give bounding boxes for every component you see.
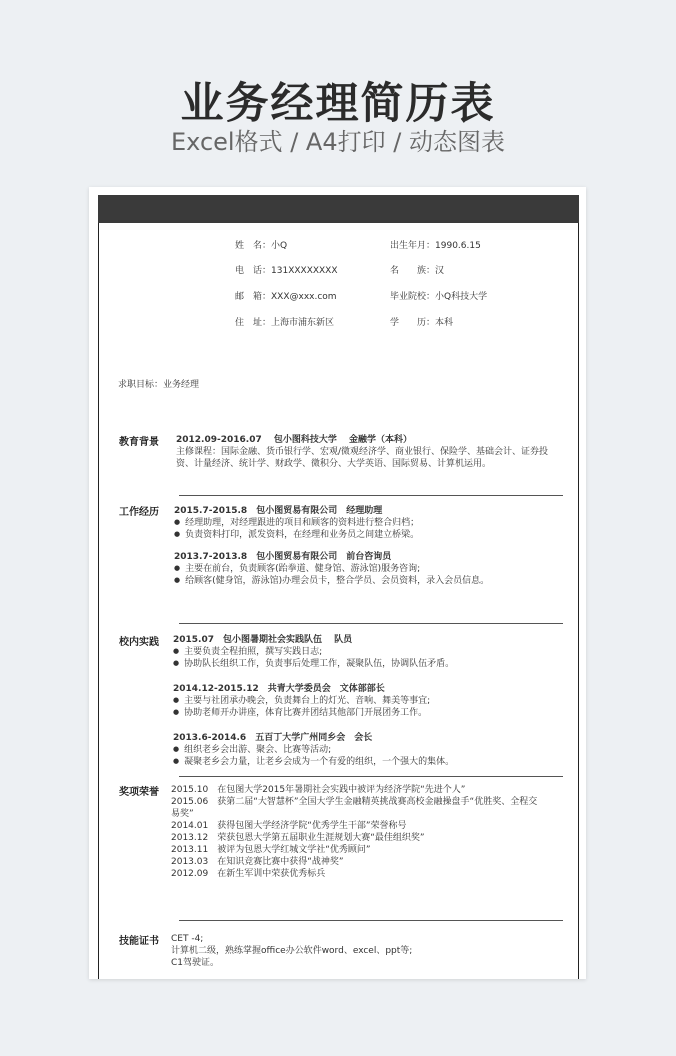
education-heading: 2012.09-2016.07 包小图科技大学 金融学（本科） xyxy=(176,435,412,445)
list-item: ● 凝聚老乡会力量，让老乡会成为一个有爱的组织，一个强大的集体。 xyxy=(173,756,454,768)
degree-field xyxy=(390,315,453,328)
education-courses-line-1: 主修课程：国际金融、货币银行学、宏观/微观经济学、商业银行、保险学、基础会计、证券投 xyxy=(176,447,549,457)
page-title: 业务经理简历表 xyxy=(180,79,496,129)
list-item: C1驾驶证。 xyxy=(171,958,220,968)
work-bullets-2 xyxy=(174,563,489,587)
list-item: 2012.09 在新生军训中荣获优秀标兵 xyxy=(171,869,326,879)
work-heading-1: 2015.7-2015.8 包小图贸易有限公司 经理助理 xyxy=(174,506,383,516)
list-item: 2015.10 在包图大学2015年暑期社会实践中被评为经济学院“先进个人” xyxy=(171,785,466,795)
practice-bullets-3 xyxy=(173,744,454,768)
practice-heading-1: 2015.07 包小图暑期社会实践队伍 队员 xyxy=(173,635,353,645)
job-objective: 求职目标：业务经理 xyxy=(118,380,200,390)
work-heading-2: 2013.7-2013.8 包小图贸易有限公司 前台咨询员 xyxy=(174,552,392,562)
list-item: ● 给顾客(健身馆，游泳馆)办理会员卡，整合学员、会员资料，录入会员信息。 xyxy=(174,575,489,587)
list-item: CET -4; xyxy=(171,934,204,944)
skills-list xyxy=(171,933,412,969)
practice-heading-2: 2014.12-2015.12 共青大学委员会 文体部部长 xyxy=(173,684,385,694)
list-item: 2015.06 获第二届“大智慧杯”全国大学生金融精英挑战赛高校金融操盘手“优胜奖、全程交 xyxy=(171,797,538,807)
address-label: 住 址： xyxy=(235,318,272,328)
honors-list xyxy=(171,784,537,880)
page-subtitle: Excel格式 / A4打印 / 动态图表 xyxy=(171,128,505,156)
list-item: 计算机二级，熟练掌握office办公软件word、excel、ppt等; xyxy=(171,946,413,956)
skills-section-label: 技能证书 xyxy=(119,936,159,947)
list-item: ● 主要与社团承办晚会，负责舞台上的灯光、音响、舞美等事宜; xyxy=(173,695,430,707)
school-value: 小Q科技大学 xyxy=(435,292,488,302)
list-item: 2013.03 在知识竞赛比赛中获得“战神奖” xyxy=(171,857,344,867)
work-bullets-1 xyxy=(174,517,419,541)
work-section-label: 工作经历 xyxy=(119,507,159,518)
honors-section-label: 奖项荣誉 xyxy=(119,787,159,798)
phone-field xyxy=(235,263,338,276)
name-label: 姓 名： xyxy=(235,241,272,251)
ethnicity-label: 名 族： xyxy=(390,266,436,276)
address-field xyxy=(235,315,334,328)
phone-value: 131XXXXXXXX xyxy=(271,266,338,276)
email-field xyxy=(235,289,337,302)
section-divider xyxy=(179,776,563,777)
school-field xyxy=(390,289,487,302)
section-divider xyxy=(179,920,563,921)
practice-heading-3: 2013.6-2014.6 五百丁大学广州同乡会 会长 xyxy=(173,733,373,743)
phone-label: 电 话： xyxy=(235,266,272,276)
list-item: ● 协助老师开办讲座，体育比赛并团结其他部门开展团务工作。 xyxy=(173,707,430,719)
list-item: ● 负责资料打印，派发资料，在经理和业务员之间建立桥梁。 xyxy=(174,529,419,541)
list-item: 2013.12 荣获包恩大学第五届职业生涯规划大赛“最佳组织奖” xyxy=(171,833,425,843)
list-item: 2013.11 被评为包恩大学红城文学社“优秀顾问” xyxy=(171,845,371,855)
degree-label: 学 历： xyxy=(390,318,436,328)
list-item: 易奖” xyxy=(171,809,194,819)
practice-bullets-2 xyxy=(173,695,430,719)
list-item: 2014.01 获得包图大学经济学院“优秀学生干部”荣誉称号 xyxy=(171,821,407,831)
address-value: 上海市浦东新区 xyxy=(271,318,335,328)
education-section-label: 教育背景 xyxy=(119,437,159,448)
degree-value: 本科 xyxy=(435,318,454,328)
list-item: ● 经理助理，对经理跟进的项目和顾客的资料进行整合归档； xyxy=(174,517,419,529)
education-courses-line-2: 资、计量经济、统计学、财政学、微积分、大学英语、国际贸易、计算机运用。 xyxy=(176,459,492,469)
section-divider xyxy=(179,495,563,496)
name-field xyxy=(235,238,287,251)
resume-sheet xyxy=(89,187,586,979)
ethnicity-field xyxy=(390,263,444,276)
name-value: 小Q xyxy=(271,241,288,251)
list-item: ● 主要在前台，负责顾客(跆拳道、健身馆、游泳馆)服务咨询; xyxy=(174,563,489,575)
ethnicity-value: 汉 xyxy=(435,266,445,276)
email-label: 邮 箱： xyxy=(235,292,272,302)
practice-bullets-1 xyxy=(173,646,454,670)
birth-label: 出生年月： xyxy=(390,241,436,251)
school-label: 毕业院校： xyxy=(390,292,436,302)
section-divider xyxy=(179,623,563,624)
resume-header-bar xyxy=(98,195,579,223)
email-value: XXX@xxx.com xyxy=(271,292,337,302)
list-item: ● 组织老乡会出游、聚会、比赛等活动; xyxy=(173,744,454,756)
list-item: ● 协助队长组织工作，负责事后处理工作，凝聚队伍，协调队伍矛盾。 xyxy=(173,658,454,670)
birth-field xyxy=(390,238,481,251)
practice-section-label: 校内实践 xyxy=(119,637,159,648)
birth-value: 1990.6.15 xyxy=(435,241,481,251)
list-item: ● 主要负责全程拍照，撰写实践日志; xyxy=(173,646,454,658)
